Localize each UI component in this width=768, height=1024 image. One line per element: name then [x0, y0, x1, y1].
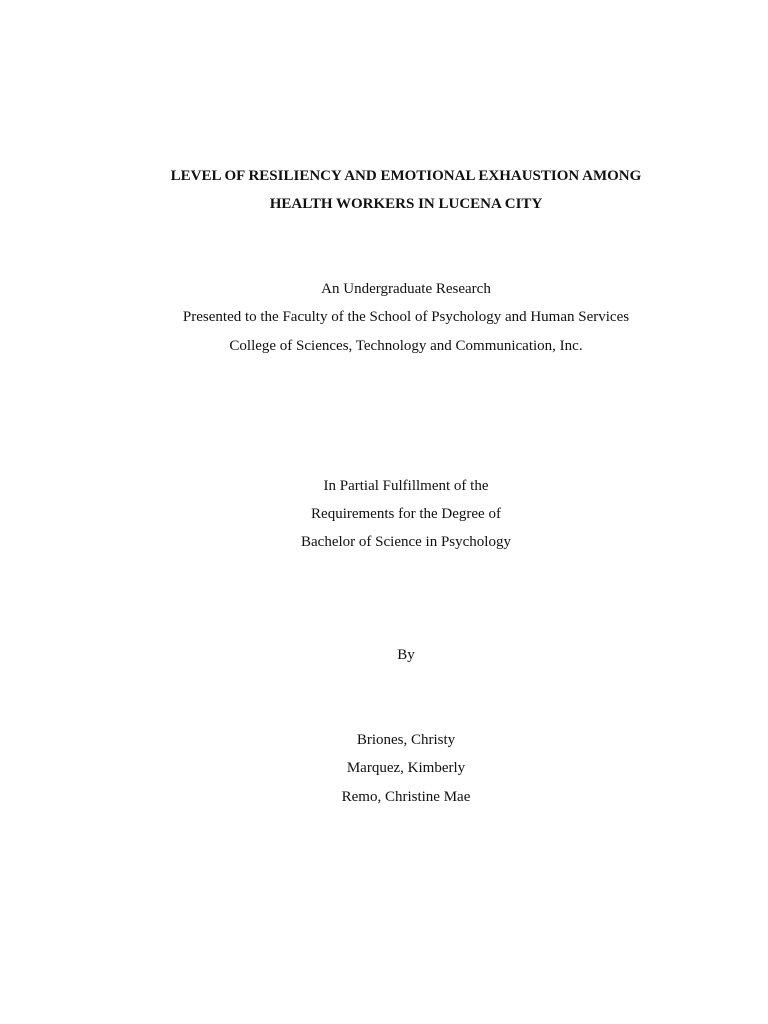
thesis-title-line-1: LEVEL OF RESILIENCY AND EMOTIONAL EXHAUSTION AMONG	[170, 168, 642, 184]
degree-name: Bachelor of Science in Psychology	[301, 534, 511, 550]
fulfillment-line-1: In Partial Fulfillment of the	[323, 478, 489, 494]
thesis-title-line-2: HEALTH WORKERS IN LUCENA CITY	[269, 196, 543, 212]
author-name: Remo, Christine Mae	[341, 789, 471, 805]
research-type: An Undergraduate Research	[321, 281, 491, 297]
presented-to: Presented to the Faculty of the School of Psychology and Human Services	[182, 309, 630, 325]
by-label: By	[397, 647, 415, 663]
institution: College of Sciences, Technology and Communication, Inc.	[229, 338, 583, 354]
fulfillment-line-2: Requirements for the Degree of	[311, 506, 501, 522]
author-name: Marquez, Kimberly	[346, 760, 466, 776]
author-name: Briones, Christy	[356, 732, 456, 748]
